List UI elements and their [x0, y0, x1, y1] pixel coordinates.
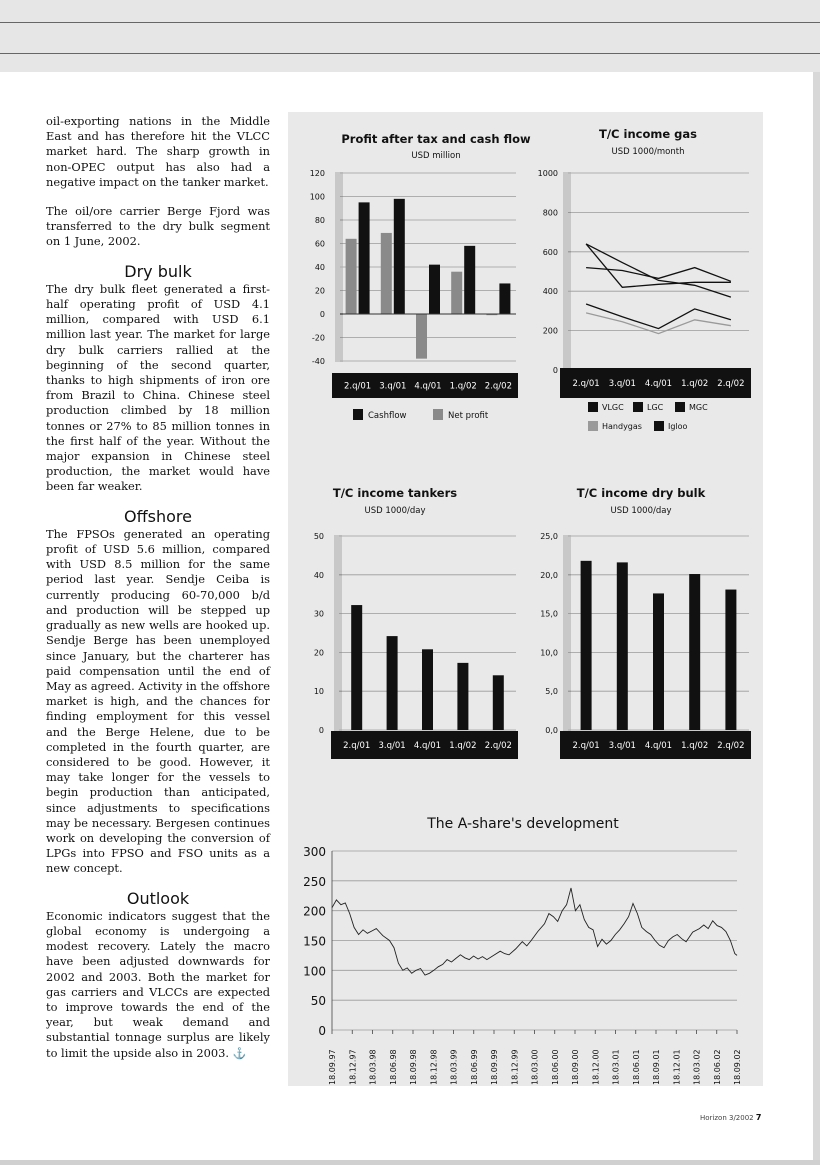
- y-tick-label: 60: [314, 239, 325, 249]
- bar: [725, 590, 736, 730]
- x-tick-label: 18.03.00: [530, 1049, 540, 1085]
- x-tick-label: 1.q/02: [449, 381, 477, 392]
- y-tick-label: 40: [313, 570, 324, 580]
- legend-label: LGC: [647, 403, 664, 412]
- x-tick-label: 4.q/01: [644, 741, 673, 751]
- y-tick-label: 300: [303, 845, 326, 859]
- y-tick-label: 200: [542, 326, 558, 336]
- x-tick-label: 3.q/01: [378, 741, 406, 751]
- x-tick-label: 18.06.99: [469, 1049, 479, 1085]
- x-tick-label: 18.12.98: [429, 1049, 439, 1085]
- x-tick-label: 2.q/02: [717, 379, 745, 389]
- article-text-column: [46, 114, 270, 1075]
- chart-title: T/C income dry bulk: [576, 486, 706, 500]
- y-tick-label: 50: [310, 994, 326, 1009]
- paragraph: Economic indicators suggest that the global economy is undergoing a modest recovery. Lately the macro have been adjusted downwards for 2002 and 2003. Both the market for gas carriers and VLCCs are expected to improve towards the end of the year, but weak demand and substantial tonnage surplus are likely to limit the upside also in 2003. ⚓: [46, 908, 270, 1060]
- x-tick-label: 18.03.99: [449, 1049, 459, 1085]
- chart-subtitle: USD 1000/day: [364, 506, 426, 516]
- bar-cashflow: [429, 265, 440, 314]
- x-tick-label: 18.09.97: [328, 1049, 337, 1085]
- bar-net-profit: [381, 233, 392, 314]
- legend-label: MGC: [689, 403, 708, 412]
- y-tick-label: 10: [313, 687, 324, 697]
- y-tick-label: 0: [319, 310, 325, 319]
- x-tick-label: 18.09.99: [490, 1049, 499, 1085]
- header-band: [0, 0, 820, 72]
- y-tick-label: 120: [309, 169, 325, 178]
- legend-label: VLGC: [602, 403, 624, 412]
- y-tick-label: 20: [314, 286, 325, 296]
- y-tick-label: 25,0: [540, 532, 558, 541]
- bar-cashflow: [499, 283, 510, 314]
- y-tick-label: 15,0: [540, 609, 558, 619]
- chart-subtitle: USD 1000/month: [611, 147, 685, 157]
- x-tick-label: 18.12.99: [510, 1049, 520, 1085]
- x-tick-label: 18.03.01: [611, 1049, 621, 1085]
- x-tick-label: 2.q/01: [572, 379, 600, 389]
- y-tick-label: 0,0: [545, 726, 558, 735]
- y-tick-label: 600: [542, 247, 558, 257]
- footer-page-number: 7: [755, 1113, 762, 1122]
- y-tick-label: 10,0: [540, 648, 558, 658]
- share-price-line: [332, 888, 737, 975]
- y-tick-label: 20: [313, 648, 324, 658]
- x-tick-label: 2.q/01: [572, 741, 600, 751]
- chart-title: T/C income tankers: [332, 486, 458, 500]
- x-tick-label: 18.06.00: [550, 1049, 560, 1085]
- x-tick-label: 2.q/01: [344, 381, 372, 392]
- x-tick-label: 1.q/02: [681, 741, 709, 751]
- bar: [351, 605, 362, 730]
- section-heading: Outlook: [126, 888, 190, 908]
- y-tick-label: 80: [314, 216, 325, 225]
- x-tick-label: 3.q/01: [608, 379, 636, 389]
- x-tick-label: 3.q/01: [608, 741, 636, 751]
- y-tick-label: 400: [542, 287, 558, 297]
- legend-label: Igloo: [668, 422, 688, 431]
- header-rule-top: [0, 22, 820, 23]
- x-tick-label: 4.q/01: [644, 379, 673, 389]
- chart-panel: [288, 112, 763, 1086]
- paragraph: The FPSOs generated an operating profit of USD 5.6 million, compared with USD 8.5 million for the same period last year. Sendje Ceiba is currently producing 60-70,000 b/d and production will be stepped up gradually as new wells are hooked up. Sendje Berge has been unemployed since January, but the charterer has paid compensation until the end of May as agreed. Activity in the offshore market is high, and the chances for finding employment for this vessel and the Berge Helene, due to be completed in the fourth quarter, are considered to be good. However, it may take longer for the vessels to begin production than anticipated, since adjustments to specifications may be necessary. Bergesen continues work on developing the conversion of LPGs into FPSO and FSO units as a new concept.: [46, 526, 270, 876]
- y-tick-label: 1000: [537, 169, 558, 178]
- page-footer: [700, 1113, 761, 1122]
- x-tick-label: 18.06.02: [712, 1049, 722, 1085]
- y-tick-label: 250: [303, 874, 326, 889]
- legend-swatch: [633, 402, 643, 412]
- chart-subtitle: USD 1000/day: [610, 506, 672, 516]
- bar: [422, 649, 433, 730]
- footer-issue: Horizon 3/2002: [700, 1114, 754, 1122]
- x-tick-label: 2.q/01: [343, 741, 371, 751]
- bar: [689, 574, 700, 730]
- x-tick-label: 18.06.01: [631, 1049, 641, 1085]
- x-tick-label: 4.q/01: [413, 741, 442, 751]
- bar: [387, 636, 398, 730]
- header-rule-bottom: [0, 53, 820, 54]
- section-heading: Dry bulk: [124, 261, 192, 281]
- legend-label: Handygas: [602, 422, 642, 431]
- charts-svg: [288, 112, 763, 1086]
- x-tick-label: 2.q/02: [484, 741, 512, 751]
- y-tick-label: 200: [303, 904, 326, 919]
- chart-title: The A-share's development: [427, 816, 619, 832]
- y-tick-label: 100: [303, 964, 326, 979]
- y-tick-label: 150: [303, 934, 326, 949]
- bar: [493, 675, 504, 730]
- y-tick-label: 5,0: [545, 687, 558, 697]
- x-tick-label: 18.03.02: [692, 1049, 702, 1085]
- y-tick-label: 0: [318, 726, 324, 735]
- legend-swatch: [588, 421, 598, 431]
- x-tick-label: 18.12.01: [672, 1049, 682, 1085]
- y-tick-label: 0: [318, 1024, 326, 1038]
- x-tick-label: 18.12.00: [591, 1049, 601, 1085]
- paragraph: The oil/ore carrier Berge Fjord was transferred to the dry bulk segment on 1 June, 2002.: [46, 204, 270, 249]
- legend-swatch: [588, 402, 598, 412]
- x-tick-label: 1.q/02: [681, 379, 709, 389]
- legend-swatch: [433, 409, 443, 420]
- bar-cashflow: [464, 246, 475, 314]
- bar-net-profit: [416, 314, 427, 359]
- legend-swatch: [353, 409, 363, 420]
- y-tick-label: 800: [542, 208, 558, 218]
- x-tick-label: 2.q/02: [717, 741, 745, 751]
- legend-label: Net profit: [448, 411, 489, 421]
- y-tick-label: 20,0: [540, 570, 558, 580]
- section-heading: Offshore: [124, 506, 192, 526]
- y-tick-label: 30: [313, 609, 324, 619]
- paragraph: oil-exporting nations in the Middle East and has therefore hit the VLCC market hard. The sharp growth in non-OPEC output has also had a negative impact on the tanker market.: [46, 114, 270, 189]
- x-tick-label: 18.12.97: [348, 1049, 358, 1085]
- x-tick-label: 2.q/02: [484, 381, 512, 392]
- x-tick-label: 1.q/02: [449, 741, 477, 751]
- x-tick-label: 18.09.98: [409, 1049, 418, 1085]
- chart-title: T/C income gas: [599, 127, 697, 141]
- y-tick-label: -40: [311, 357, 325, 366]
- y-tick-label: 40: [314, 263, 325, 272]
- y-tick-label: 0: [552, 366, 558, 375]
- x-tick-label: 18.09.00: [571, 1049, 580, 1085]
- page-edge: [813, 72, 820, 1165]
- x-tick-label: 3.q/01: [379, 381, 407, 392]
- x-tick-label: 4.q/01: [414, 381, 442, 392]
- y-tick-label: 100: [309, 192, 325, 202]
- x-tick-label: 18.06.98: [388, 1049, 398, 1085]
- bar: [457, 663, 468, 730]
- legend-swatch: [654, 421, 664, 431]
- bar-cashflow: [394, 199, 405, 314]
- page-bottom-edge: [0, 1160, 820, 1165]
- bar-net-profit: [451, 272, 462, 314]
- chart-subtitle: USD million: [411, 151, 461, 161]
- bar-net-profit: [346, 239, 357, 314]
- chart-title: Profit after tax and cash flow: [341, 132, 531, 146]
- legend-swatch: [675, 402, 685, 412]
- x-tick-label: 18.09.02: [733, 1049, 742, 1085]
- x-tick-label: 18.03.98: [368, 1049, 378, 1085]
- bar-cashflow: [359, 202, 370, 314]
- x-tick-label: 18.09.01: [652, 1049, 661, 1085]
- y-tick-label: -20: [311, 333, 325, 343]
- bar: [581, 561, 592, 730]
- end-mark-icon: ⚓: [229, 1046, 247, 1060]
- y-tick-label: 50: [313, 532, 324, 541]
- bar: [617, 562, 628, 730]
- paragraph: The dry bulk fleet generated a first-half operating profit of USD 4.1 million, compared with USD 6.1 million last year. The market for large dry bulk carriers rallied at the beginning of the second quarter, thanks to high shipments of iron ore from Brazil to China. Chinese steel production climbed by 18 million tonnes or 27% to 85 million tonnes in the first half of the year. Without the major expansion in Chinese steel production, the market would have been far weaker.: [46, 281, 270, 494]
- series-line-igloo: [586, 304, 731, 329]
- bar: [653, 593, 664, 730]
- legend-label: Cashflow: [368, 411, 407, 421]
